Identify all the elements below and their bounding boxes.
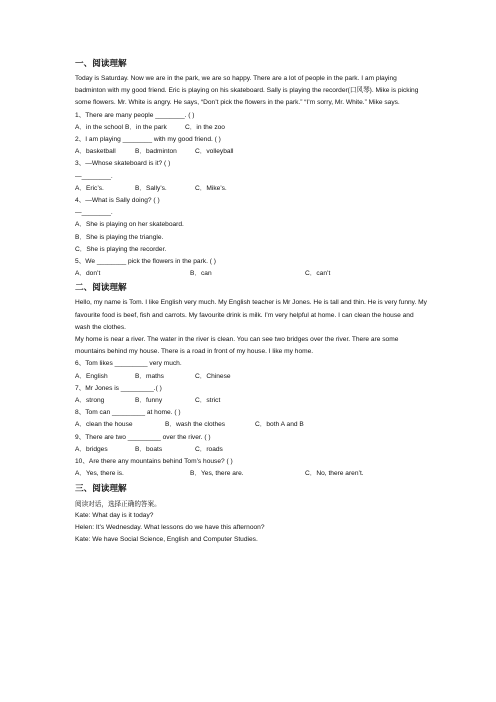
option-b[interactable]: B．can [190, 270, 212, 278]
option-a[interactable]: A．English [75, 372, 108, 380]
option-a[interactable]: A．in the school [75, 123, 124, 131]
option-a[interactable]: A．strong [75, 397, 105, 405]
option-b[interactable]: B．wash the clothes [165, 421, 226, 429]
option-c[interactable]: C．both A and B [255, 421, 304, 429]
options-10 [75, 468, 427, 480]
question-1: 1、There are many people ________. ( ) [75, 111, 195, 119]
section-instruction: 阅读对话，选择正确的答案。 [75, 499, 161, 508]
option-c[interactable]: C．She is playing the recorder. [75, 245, 167, 253]
answer-blank-4[interactable]: —________. [75, 209, 113, 217]
question-10: 10、Are there any mountains behind Tom’s house? ( ) [75, 458, 233, 466]
options-7 [75, 395, 427, 407]
section-3 [75, 483, 427, 547]
section-title: 一、阅读理解 [75, 59, 127, 69]
passage-paragraph: Hello, my name is Tom. I like English very much. My English teacher is Mr Jones. He is tall and thin. He is very funny. My favourite food is beef, fish and carrots. My favourite drink is milk. I’m very helpful at home. I can clean the house and wash the clothes. [75, 299, 427, 331]
option-a[interactable]: A．bridges [75, 445, 108, 453]
question-7: 7、Mr Jones is _________.( ) [75, 384, 162, 392]
option-c[interactable]: C．can’t [305, 270, 331, 278]
option-a[interactable]: A．She is playing on her skateboard. [75, 221, 184, 229]
option-c[interactable]: C．No, there aren’t. [305, 470, 364, 478]
option-a[interactable]: A．clean the house [75, 421, 133, 429]
dialog-line: Helen: It’s Wednesday. What lessons do we have this afternoon? [75, 523, 265, 531]
question-5: 5、We ________ pick the flowers in the park. ( ) [75, 258, 216, 266]
option-c[interactable]: C．in the zoo [185, 123, 225, 131]
section-title: 二、阅读理解 [75, 283, 127, 294]
options-5 [75, 268, 427, 280]
option-a[interactable]: A．Eric’s. [75, 184, 104, 192]
options-1 [75, 122, 427, 134]
section-1 [75, 58, 427, 280]
dialog-line: Kate: What day is it today? [75, 511, 154, 519]
question-4: 4、—What is Sally doing? ( ) [75, 197, 160, 205]
option-b[interactable]: B．Yes, there are. [190, 470, 244, 478]
options-3 [75, 183, 427, 195]
option-a[interactable]: A．Yes, there is. [75, 470, 124, 478]
passage-paragraph: Today is Saturday. Now we are in the park, we are so happy. There are a lot of people in the park. I am playing badminton with my good friend. Eric is playing on his skateboard. Sally is playing the recorder(口风琴). Mike is picking some flowers. Mr. White is angry. He says, “Don’t pick the flowers in the park.” “I’m sorry, Mr. White.” Mike says. [75, 75, 419, 107]
option-b[interactable]: B．She is playing the triangle. [75, 233, 164, 241]
question-9: 9、There are two _________ over the river. ( ) [75, 433, 211, 441]
option-c[interactable]: C．Mike’s. [195, 184, 227, 192]
option-c[interactable]: C．roads [195, 445, 223, 453]
question-8: 8、Tom can _________ at home. ( ) [75, 409, 181, 417]
question-6: 6、Tom likes _________ very much. [75, 360, 182, 368]
option-b[interactable]: B．boats [135, 445, 163, 453]
option-c[interactable]: C．strict [195, 397, 221, 405]
option-c[interactable]: C．Chinese [195, 372, 231, 380]
options-9 [75, 444, 427, 456]
option-b[interactable]: B．funny [135, 397, 163, 405]
section-title: 三、阅读理解 [75, 483, 127, 494]
option-c[interactable]: C．volleyball [195, 148, 234, 156]
option-a[interactable]: A．basketball [75, 148, 116, 156]
options-2 [75, 146, 427, 158]
answer-blank-3[interactable]: —________. [75, 172, 113, 180]
dialog-line: Kate: We have Social Science, English and Computer Studies. [75, 536, 258, 544]
options-8 [75, 419, 427, 431]
passage-paragraph: My home is near a river. The water in the river is clean. You can see two bridges over the river. There are some mountains behind my house. There is a road in front of my house. I like my home. [75, 336, 399, 356]
options-6 [75, 371, 427, 383]
option-b[interactable]: B．maths [135, 372, 164, 380]
worksheet [75, 56, 427, 546]
option-a[interactable]: A．don’t [75, 270, 101, 278]
option-b[interactable]: B．Sally’s. [135, 184, 167, 192]
question-2: 2、I am playing ________ with my good friend. ( ) [75, 136, 221, 144]
option-b[interactable]: B．badminton [135, 148, 177, 156]
section-2 [75, 282, 427, 480]
question-3: 3、—Whose skateboard is it? ( ) [75, 160, 171, 168]
option-b[interactable]: B．in the park [125, 123, 167, 131]
